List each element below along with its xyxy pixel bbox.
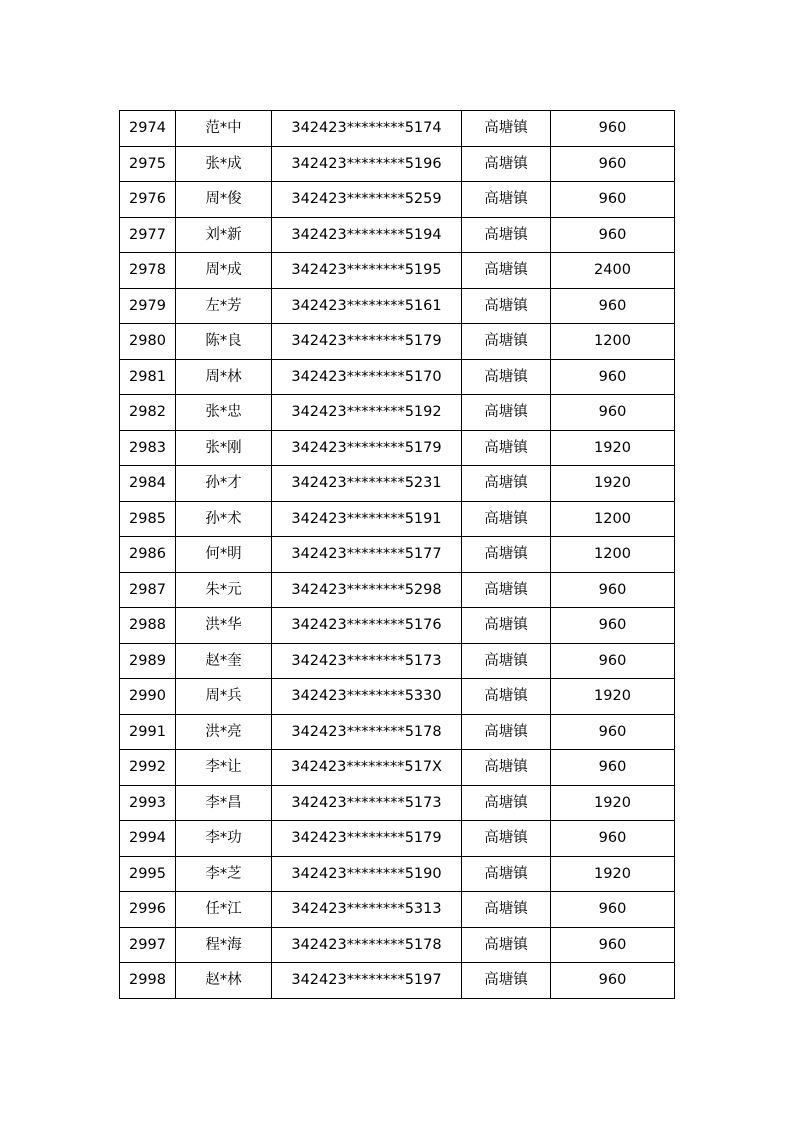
town-cell: 高塘镇 [462,679,551,715]
table-row [120,217,675,253]
serial-number-cell: 2989 [120,643,176,679]
name-cell: 朱*元 [176,572,272,608]
amount-cell: 960 [551,182,675,218]
table-row [120,430,675,466]
name-cell: 周*成 [176,253,272,289]
serial-number-cell: 2986 [120,537,176,573]
table-row [120,572,675,608]
id-number-cell: 342423********5190 [272,856,462,892]
amount-cell: 960 [551,395,675,431]
id-number-cell: 342423********5176 [272,608,462,644]
name-cell: 张*刚 [176,430,272,466]
id-number-cell: 342423********5298 [272,572,462,608]
town-cell: 高塘镇 [462,182,551,218]
name-cell: 赵*奎 [176,643,272,679]
town-cell: 高塘镇 [462,750,551,786]
serial-number-cell: 2975 [120,146,176,182]
name-cell: 赵*林 [176,963,272,999]
town-cell: 高塘镇 [462,963,551,999]
table-row [120,324,675,360]
id-number-cell: 342423********5195 [272,253,462,289]
serial-number-cell: 2996 [120,892,176,928]
serial-number-cell: 2974 [120,111,176,147]
id-number-cell: 342423********517X [272,750,462,786]
serial-number-cell: 2988 [120,608,176,644]
table-row [120,892,675,928]
table-row [120,750,675,786]
id-number-cell: 342423********5231 [272,466,462,502]
town-cell: 高塘镇 [462,821,551,857]
name-cell: 孙*术 [176,501,272,537]
id-number-cell: 342423********5179 [272,821,462,857]
name-cell: 左*芳 [176,288,272,324]
town-cell: 高塘镇 [462,217,551,253]
town-cell: 高塘镇 [462,643,551,679]
id-number-cell: 342423********5259 [272,182,462,218]
id-number-cell: 342423********5197 [272,963,462,999]
id-number-cell: 342423********5179 [272,324,462,360]
id-number-cell: 342423********5161 [272,288,462,324]
amount-cell: 1920 [551,856,675,892]
name-cell: 周*俊 [176,182,272,218]
amount-cell: 2400 [551,253,675,289]
town-cell: 高塘镇 [462,572,551,608]
serial-number-cell: 2993 [120,785,176,821]
serial-number-cell: 2985 [120,501,176,537]
name-cell: 李*芝 [176,856,272,892]
amount-cell: 1200 [551,324,675,360]
id-number-cell: 342423********5179 [272,430,462,466]
id-number-cell: 342423********5194 [272,217,462,253]
amount-cell: 1200 [551,501,675,537]
amount-cell: 960 [551,927,675,963]
id-number-cell: 342423********5192 [272,395,462,431]
table-row [120,821,675,857]
table-row [120,111,675,147]
serial-number-cell: 2995 [120,856,176,892]
serial-number-cell: 2990 [120,679,176,715]
id-number-cell: 342423********5173 [272,785,462,821]
name-cell: 孙*才 [176,466,272,502]
name-cell: 洪*华 [176,608,272,644]
amount-cell: 960 [551,608,675,644]
serial-number-cell: 2997 [120,927,176,963]
town-cell: 高塘镇 [462,288,551,324]
serial-number-cell: 2987 [120,572,176,608]
serial-number-cell: 2983 [120,430,176,466]
amount-cell: 960 [551,821,675,857]
amount-cell: 1920 [551,430,675,466]
amount-cell: 960 [551,359,675,395]
name-cell: 张*成 [176,146,272,182]
town-cell: 高塘镇 [462,856,551,892]
amount-cell: 1920 [551,785,675,821]
town-cell: 高塘镇 [462,253,551,289]
serial-number-cell: 2980 [120,324,176,360]
amount-cell: 960 [551,892,675,928]
id-number-cell: 342423********5173 [272,643,462,679]
id-number-cell: 342423********5174 [272,111,462,147]
serial-number-cell: 2977 [120,217,176,253]
id-number-cell: 342423********5196 [272,146,462,182]
table-row [120,146,675,182]
serial-number-cell: 2978 [120,253,176,289]
name-cell: 周*兵 [176,679,272,715]
town-cell: 高塘镇 [462,608,551,644]
amount-cell: 960 [551,750,675,786]
amount-cell: 960 [551,714,675,750]
town-cell: 高塘镇 [462,714,551,750]
amount-cell: 960 [551,963,675,999]
town-cell: 高塘镇 [462,501,551,537]
serial-number-cell: 2982 [120,395,176,431]
table-row [120,963,675,999]
serial-number-cell: 2998 [120,963,176,999]
id-number-cell: 342423********5313 [272,892,462,928]
id-number-cell: 342423********5330 [272,679,462,715]
table-row [120,359,675,395]
table-row [120,608,675,644]
name-cell: 李*功 [176,821,272,857]
table-row [120,679,675,715]
name-cell: 李*让 [176,750,272,786]
name-cell: 洪*亮 [176,714,272,750]
id-number-cell: 342423********5170 [272,359,462,395]
amount-cell: 1920 [551,679,675,715]
amount-cell: 1920 [551,466,675,502]
town-cell: 高塘镇 [462,785,551,821]
table-row [120,856,675,892]
town-cell: 高塘镇 [462,430,551,466]
table-row [120,643,675,679]
serial-number-cell: 2991 [120,714,176,750]
id-number-cell: 342423********5178 [272,927,462,963]
name-cell: 范*中 [176,111,272,147]
serial-number-cell: 2984 [120,466,176,502]
name-cell: 李*昌 [176,785,272,821]
name-cell: 刘*新 [176,217,272,253]
name-cell: 陈*良 [176,324,272,360]
town-cell: 高塘镇 [462,395,551,431]
table-row [120,501,675,537]
name-cell: 任*江 [176,892,272,928]
amount-cell: 1200 [551,537,675,573]
name-cell: 程*海 [176,927,272,963]
amount-cell: 960 [551,288,675,324]
table-row [120,466,675,502]
table-row [120,395,675,431]
table-row [120,253,675,289]
table-row [120,537,675,573]
table-row [120,288,675,324]
table-row [120,182,675,218]
roster-table-body [120,111,675,999]
town-cell: 高塘镇 [462,111,551,147]
serial-number-cell: 2994 [120,821,176,857]
id-number-cell: 342423********5177 [272,537,462,573]
amount-cell: 960 [551,643,675,679]
serial-number-cell: 2976 [120,182,176,218]
amount-cell: 960 [551,111,675,147]
amount-cell: 960 [551,217,675,253]
table-row [120,927,675,963]
roster-table [119,110,675,999]
town-cell: 高塘镇 [462,359,551,395]
town-cell: 高塘镇 [462,466,551,502]
town-cell: 高塘镇 [462,146,551,182]
table-row [120,714,675,750]
name-cell: 张*忠 [176,395,272,431]
table-row [120,785,675,821]
amount-cell: 960 [551,572,675,608]
town-cell: 高塘镇 [462,892,551,928]
serial-number-cell: 2981 [120,359,176,395]
serial-number-cell: 2979 [120,288,176,324]
serial-number-cell: 2992 [120,750,176,786]
amount-cell: 960 [551,146,675,182]
town-cell: 高塘镇 [462,927,551,963]
id-number-cell: 342423********5191 [272,501,462,537]
name-cell: 周*林 [176,359,272,395]
id-number-cell: 342423********5178 [272,714,462,750]
town-cell: 高塘镇 [462,324,551,360]
name-cell: 何*明 [176,537,272,573]
town-cell: 高塘镇 [462,537,551,573]
